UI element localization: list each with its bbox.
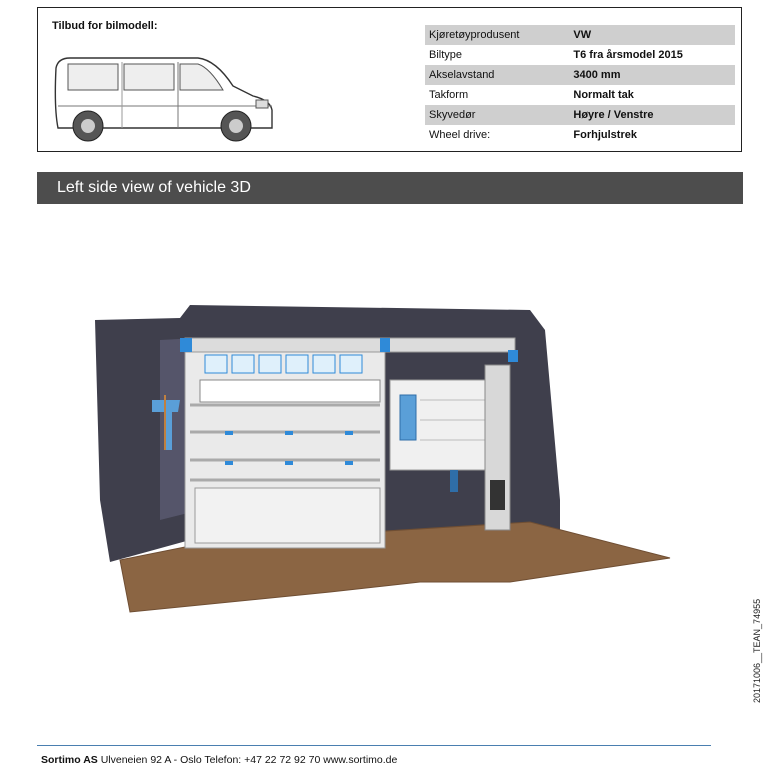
spec-value: VW [559,25,735,45]
spec-label: Kjøretøyprodusent [425,25,559,45]
spec-label: Akselavstand [425,65,559,85]
van-drawing [48,48,278,143]
document-code: 20171006__TEAN_74955 [752,598,762,703]
spec-row [425,85,735,105]
footer-divider [37,745,711,746]
spec-value: T6 fra årsmodel 2015 [573,49,683,61]
footer-website[interactable]: www.sortimo.de [323,754,398,766]
spec-row [425,125,735,145]
specs-table [425,25,735,145]
footer [41,754,397,766]
offer-box [37,7,742,152]
spec-row [425,105,735,125]
footer-address: Ulveneien 92 A - Oslo [100,754,202,766]
spec-value: Høyre / Venstre [559,105,735,125]
footer-company: Sortimo AS [41,754,98,766]
spec-row [425,65,735,85]
spec-label: Biltype [429,49,463,61]
vehicle-3d-view [90,300,680,620]
spec-value: Normalt tak [573,89,634,101]
spec-label: Skyvedør [425,105,559,125]
spec-row [425,25,735,45]
spec-row [425,45,735,65]
footer-phone: Telefon: +47 22 72 92 70 [204,754,321,766]
spec-label: Takform [429,89,469,101]
spec-label: Wheel drive: [429,129,491,141]
section-title-bar: Left side view of vehicle 3D [37,172,743,204]
spec-value: 3400 mm [559,65,735,85]
spec-value: Forhjulstrek [573,129,637,141]
offer-title: Tilbud for bilmodell: [52,20,158,32]
